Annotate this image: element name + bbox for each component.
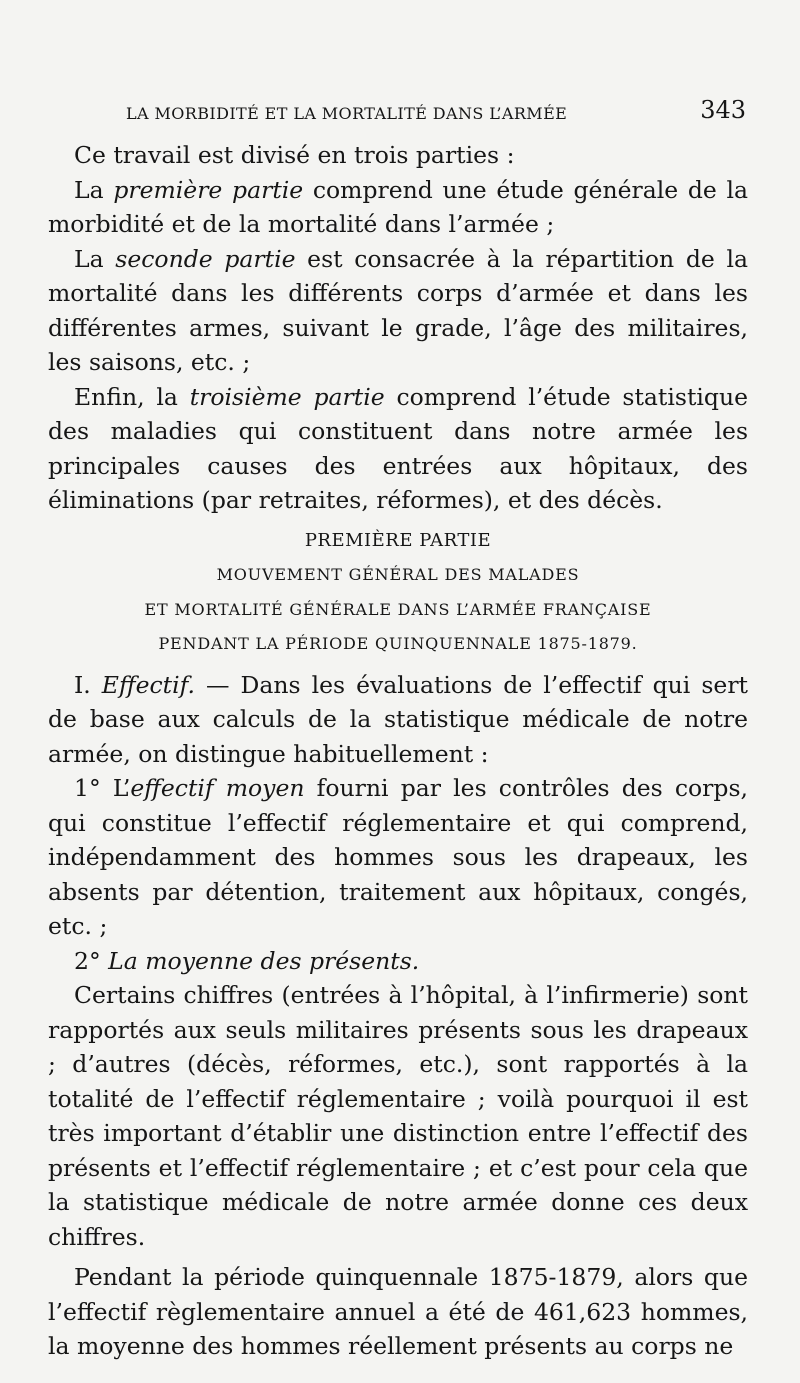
page-number: 343 bbox=[700, 96, 746, 124]
text-run: est consacrée à la répartition de la mortalité dans les différents corps d’armée et dans les différentes armes, suivant le grade, l’âge des militaires, les saisons, etc. ; bbox=[48, 244, 748, 376]
italic-run: La moyenne des présents. bbox=[108, 946, 420, 975]
part-two-paragraph bbox=[48, 242, 748, 380]
periode-paragraph bbox=[48, 1260, 748, 1364]
running-header bbox=[48, 92, 748, 132]
text-run: 2° bbox=[74, 946, 109, 975]
text-run: comprend l’étude statistique des maladies qui constituent dans notre armée les principales causes des entrées aux hôpitaux, des éliminations (par retraites, réformes), et des décès. bbox=[48, 382, 748, 514]
effectif-paragraph bbox=[48, 668, 748, 772]
intro-text: Ce travail est divisé en trois parties : bbox=[74, 141, 515, 169]
italic-run: première partie bbox=[113, 175, 304, 204]
italic-run: troisième partie bbox=[189, 382, 385, 411]
moyenne-presents-paragraph bbox=[48, 944, 748, 979]
text-run: Certains chiffres (entrées à l’hôpital, à l’infirmerie) sont rapportés aux seuls militaires présents sous les drapeaux ; d’autres (décès, réformes, etc.), sont rapportés à la totalité de l’effectif réglementaire ; voilà pourquoi il est très important d’établir une distinction entre l’effectif des présents et l’effectif réglementaire ; et c’est pour cela que la statistique médicale de notre armée donne ces deux chiffres. bbox=[48, 981, 748, 1251]
chiffres-paragraph bbox=[48, 978, 748, 1254]
part-three-paragraph bbox=[48, 380, 748, 518]
text-run: fourni par les contrôles des corps, qui constitue l’effectif réglementaire et qui comprend, indépendamment des hommes sous les drapeaux, les absents par détention, traitement aux hôpitaux, congés, etc. ; bbox=[48, 774, 748, 940]
text-run: — Dans les évaluations de l’effectif qui sert de base aux calculs de la statistique médicale de notre armée, on distingue habituellement : bbox=[48, 670, 748, 768]
effectif-moyen-paragraph bbox=[48, 771, 748, 944]
italic-run: Effectif. bbox=[101, 670, 195, 699]
text-run: La bbox=[74, 175, 114, 204]
section-title-line-3: PENDANT LA PÉRIODE QUINQUENNALE 1875-1879. bbox=[158, 634, 638, 653]
text-run: I. bbox=[74, 670, 102, 699]
intro-paragraph bbox=[48, 138, 748, 173]
text-run: 1° L’ bbox=[74, 774, 131, 802]
text-run: comprend une étude générale de la morbidité et de la mortalité dans l’armée ; bbox=[48, 175, 749, 238]
text-run: Pendant la période quinquennale 1875-1879, alors que l’effectif règlementaire annuel a été de 461,623 hommes, la moyenne des hommes réellement présents au corps ne bbox=[48, 1263, 748, 1360]
part-one-paragraph bbox=[48, 173, 748, 242]
text-run: La bbox=[74, 244, 116, 273]
page-body bbox=[48, 138, 748, 1364]
italic-run: seconde partie bbox=[115, 244, 296, 273]
section-title-line-1: MOUVEMENT GÉNÉRAL DES MALADES bbox=[216, 565, 580, 584]
italic-run: effectif moyen bbox=[130, 774, 305, 802]
part-heading: PREMIÈRE PARTIE bbox=[304, 529, 492, 551]
text-run: Enfin, la bbox=[74, 382, 190, 411]
section-title-line-2: ET MORTALITÉ GÉNÉRALE DANS L’ARMÉE FRANÇAISE bbox=[144, 599, 652, 619]
running-title: LA MORBIDITÉ ET LA MORTALITÉ DANS L’ARMÉE bbox=[126, 104, 568, 123]
